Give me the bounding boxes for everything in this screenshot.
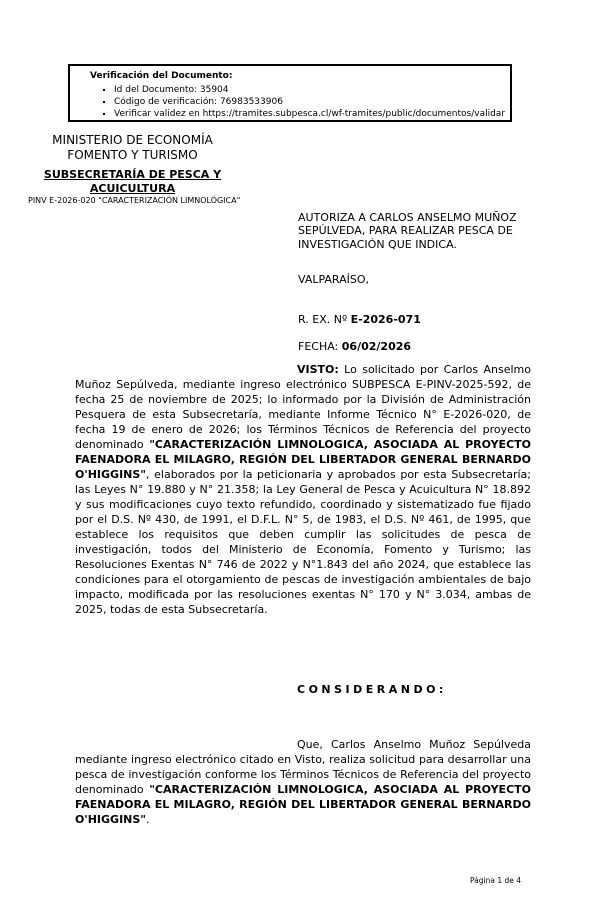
considerando-project-name: "CARACTERIZACIÓN LIMNOLOGICA, ASOCIADA AL PROYECTO FAENADORA EL MILAGRO, REGIÓN DEL LIBERTADOR GENERAL BERNARDO O'HIGGINS" (75, 783, 531, 826)
letterhead (30, 133, 235, 196)
verification-item-document-id: ▪ Id del Documento: 35904 (114, 84, 506, 96)
visto-project-name: "CARACTERIZACIÓN LIMNOLOGICA, ASOCIADA AL PROYECTO FAENADORA EL MILAGRO, REGIÓN DEL LIBERTADOR GENERAL BERNARDO O'HIGGINS" (75, 438, 531, 481)
authorization-subject: AUTORIZA A CARLOS ANSELMO MUÑOZ SEPÚLVEDA, PARA REALIZAR PESCA DE INVESTIGACIÓN QUE INDICA. (298, 211, 517, 251)
visto-text-2: , elaborados por la peticionaria y aprobados por esta Subsecretaría; las Leyes N° 19.880 y N° 21.358; la Ley General de Pesca y Acuicultura N° 18.892 y sus modificaciones cuyo texto refundido, coordinado y sistematizado fue fijado por el D.S. Nº 430, de 1991, el D.F.L. N° 5, de 1983, el D.S. Nº 461, de 1995, que establece los requisitos que deben cumplir las solicitudes de pesca de investigación, todos del Ministerio de Economía, Fomento y Turismo; las Resoluciones Exentas N° 746 de 2022 y N°1.843 del año 2024, que establece las condiciones para el otorgamiento de pescas de investigación ambientales de bajo impacto, modificada por las resoluciones exentas N° 170 y N° 3.034, ambas de 2025, todas de esta Subsecretaría. (75, 468, 531, 616)
subsecretaria-title: SUBSECRETARÍA DE PESCA Y ACUICULTURA (43, 168, 222, 195)
resolution-label: R. EX. Nº (298, 313, 351, 326)
ministry-name-line2: FOMENTO Y TURISMO (67, 147, 198, 162)
resolution-number-line (298, 313, 421, 326)
ministry-name-line1: MINISTERIO DE ECONOMÍA (52, 133, 213, 147)
verification-title: Verificación del Documento: (90, 71, 233, 81)
date-line (298, 340, 411, 353)
verification-item-code: ▪ Código de verificación: 76983533906 (114, 96, 506, 108)
considerando-paragraph (75, 737, 531, 827)
city-line: VALPARAÍSO, (298, 273, 370, 286)
considerando-heading: CONSIDERANDO: (297, 683, 447, 696)
header-right (298, 211, 533, 251)
considerando-text-2: . (146, 813, 150, 826)
visto-label: VISTO: (297, 363, 339, 376)
project-reference: PINV E-2026-020 "CARACTERIZACIÓN LIMNOLÓGICA" (28, 196, 241, 205)
visto-paragraph (75, 362, 531, 617)
considerando-text-1: Que, Carlos Anselmo Muñoz Sepúlveda mediante ingreso electrónico citado en Visto, realiza solicitud para desarrollar una pesca de investigación conforme los Términos Técnicos de Referencia del proyecto denominado (75, 738, 531, 796)
verification-box (68, 64, 512, 122)
verification-item-url: ▪ Verificar validez en https://tramites.subpesca.cl/wf-tramites/public/documentos/validar (114, 108, 506, 120)
verification-list (90, 84, 506, 120)
date-value: 06/02/2026 (341, 340, 412, 353)
date-label: FECHA: (298, 340, 342, 353)
visto-text-1: Lo solicitado por Carlos Anselmo Muñoz Sepúlveda, mediante ingreso electrónico SUBPESCA E-PINV-2025-592, de fecha 25 de noviembre de 2025; lo informado por la División de Administración Pesquera de esta Subsecretaría, mediante Informe Técnico N° E-2026-020, de fecha 19 de enero de 2026; los Términos Técnicos de Referencia del proyecto denominado (75, 363, 531, 451)
resolution-number: E-2026-071 (350, 313, 421, 326)
page-indicator: Página 1 de 4 (470, 876, 522, 885)
